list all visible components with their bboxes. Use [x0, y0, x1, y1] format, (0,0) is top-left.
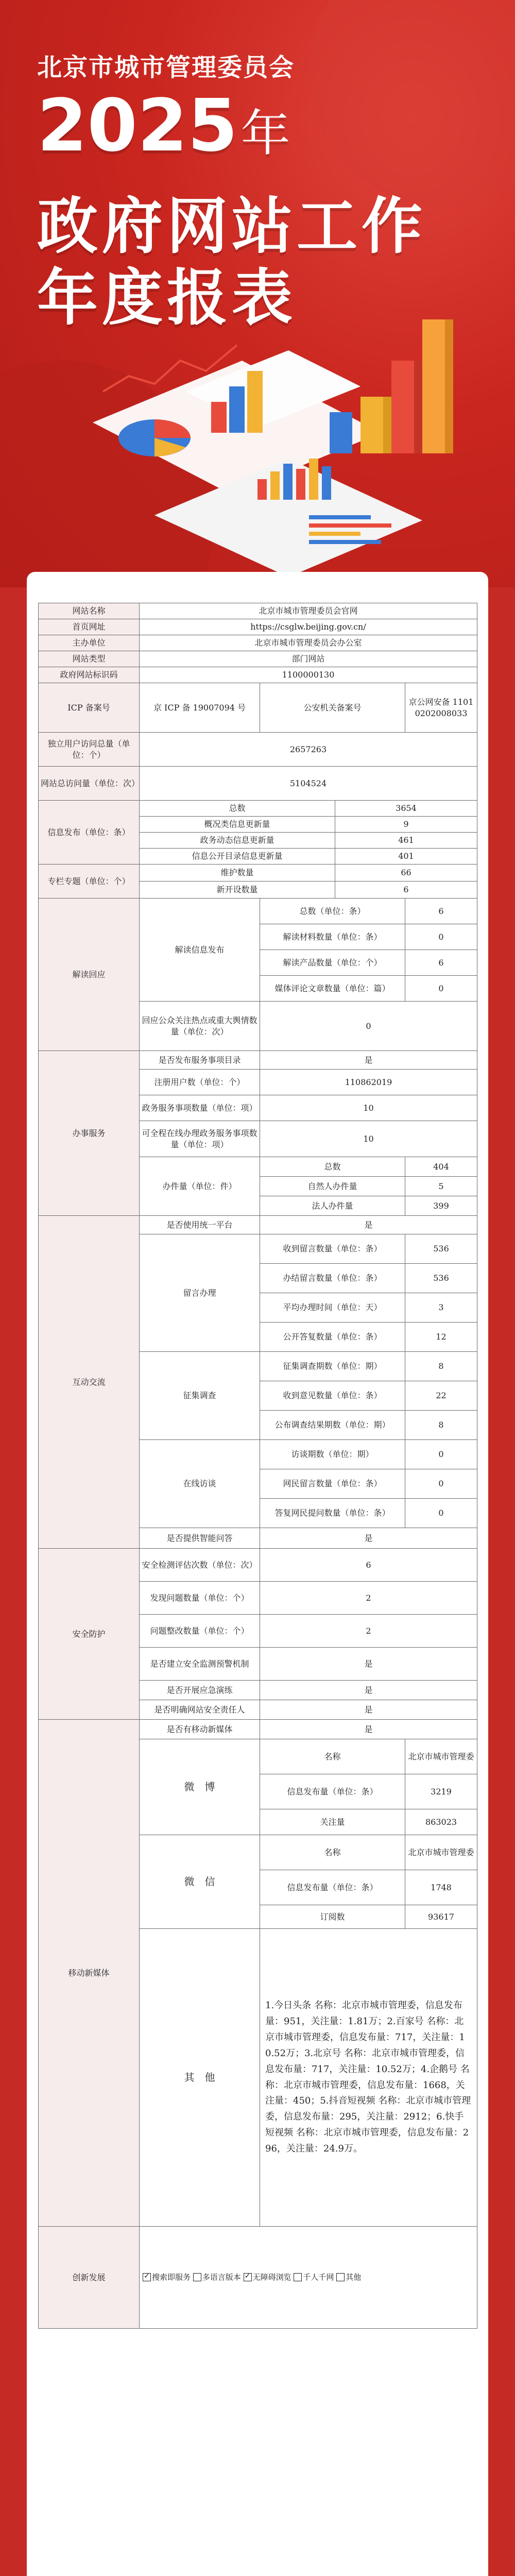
ia-survey-rec-value: 22	[405, 1381, 477, 1411]
sec-owner-label: 是否明确网站安全责任人	[140, 1700, 260, 1720]
info-overview-label: 概况类信息更新量	[140, 817, 335, 833]
interp-resp-value: 0	[260, 1002, 477, 1051]
interp-media-label: 媒体评论文章数量（单位：篇）	[260, 976, 405, 1002]
media-section-label: 移动新媒体	[39, 1720, 140, 2227]
wechat-pub-value: 1748	[405, 1870, 477, 1905]
sec-owner-value: 是	[260, 1700, 477, 1720]
other-media-text: 1.今日头条 名称：北京市城市管理委，信息发布量：951，关注量：1.81万；2.百家号 名称：北京市城市管理委，信息发布量：717，关注量：10.52万；3.北京号 名称：北京市城市管理委，信息发布量：717，关注量：10.52万；4.企鹅号 名称：北京市城市管理委，信息发布量：1668，关注量：450；5.抖音短视频 名称：北京市城市管理委，信息发布量：295，关注量：2912；6.快手短视频 名称：北京市城市管理委，信息发布量：296，关注量：24.9万。	[260, 1929, 477, 2227]
ia-mail-done-label: 办结留言数量（单位：条）	[260, 1264, 405, 1293]
svc-full-label: 可全程在线办理政务服务事项数量（单位：项）	[140, 1121, 260, 1157]
interp-resp-label: 回应公众关注热点或重大舆情数量（单位：次）	[140, 1002, 260, 1051]
police-value: 京公网安备 11010202008033	[405, 683, 477, 733]
ia-survey-pub-value: 8	[405, 1411, 477, 1440]
svc-items-label: 政务服务事项数量（单位：项）	[140, 1095, 260, 1121]
ia-survey-label: 征集调查	[140, 1352, 260, 1440]
info-dynamic-label: 政务动态信息更新量	[140, 833, 335, 849]
home-url-label: 首页网址	[39, 619, 140, 635]
svc-handle-label: 办件量（单位：件）	[140, 1157, 260, 1216]
site-type-value: 部门网站	[140, 651, 477, 667]
weibo-label: 微 博	[140, 1739, 260, 1835]
svc-handle-person-label: 自然人办件量	[260, 1177, 405, 1196]
header-year	[37, 84, 290, 168]
header-org: 北京市城市管理委员会	[37, 53, 295, 82]
table-row	[39, 603, 477, 619]
interp-section-label: 解读回应	[39, 899, 140, 1051]
site-type-label: 网站类型	[39, 651, 140, 667]
title-line-1: 政府网站工作	[37, 191, 427, 262]
interp-total-label: 总数（单位：条）	[260, 899, 405, 924]
site-name-value: 北京市城市管理委员会官网	[140, 603, 477, 619]
option-label: 千人千网	[303, 2273, 334, 2282]
option-label: 无障碍浏览	[252, 2273, 291, 2282]
svc-handle-person-value: 5	[405, 1177, 477, 1196]
site-code-label: 政府网站标识码	[39, 667, 140, 683]
sec-fixed-value: 2	[260, 1615, 477, 1648]
svc-users-label: 注册用户数（单位：个）	[140, 1070, 260, 1095]
icp-value: 京 ICP 备 19007094 号	[140, 683, 260, 733]
table-row	[39, 667, 477, 683]
option-label: 搜索即服务	[152, 2273, 191, 2282]
interp-product-value: 6	[405, 950, 477, 976]
sec-drill-label: 是否开展应急演练	[140, 1681, 260, 1700]
ia-mail-time-label: 平均办理时间（单位：天）	[260, 1293, 405, 1323]
topic-section-label: 专栏专题（单位：个）	[39, 865, 140, 899]
innov-opt-accessible[interactable]	[244, 2273, 291, 2282]
topic-new-value: 6	[335, 882, 477, 899]
wechat-name-value: 北京市城市管理委	[405, 1835, 477, 1870]
md-has-value: 是	[260, 1720, 477, 1739]
checkbox-icon	[244, 2273, 252, 2281]
ia-platform-value: 是	[260, 1216, 477, 1234]
icp-label: ICP 备案号	[39, 683, 140, 733]
wechat-pub-label: 信息发布量（单位：条）	[260, 1870, 405, 1905]
innov-opt-personal[interactable]	[294, 2273, 334, 2282]
ia-mail-label: 留言办理	[140, 1234, 260, 1352]
sec-check-label: 安全检测评估次数（单位：次）	[140, 1549, 260, 1582]
info-catalog-value: 401	[335, 849, 477, 865]
table-row	[39, 801, 477, 817]
topic-new-label: 新开设数量	[140, 882, 335, 899]
option-label: 其他	[346, 2273, 362, 2282]
sec-found-label: 发现问题数量（单位：个）	[140, 1582, 260, 1615]
interp-material-label: 解读材料数量（单位：条）	[260, 924, 405, 950]
topic-maintain-label: 维护数量	[140, 865, 335, 882]
ia-online-a-label: 答复网民提问数量（单位：条）	[260, 1499, 405, 1528]
weibo-fans-label: 关注量	[260, 1809, 405, 1835]
info-total-label: 总数	[140, 801, 335, 817]
innov-section-label: 创新发展	[39, 2227, 140, 2329]
title-line-2: 年度报表	[37, 262, 297, 334]
interp-media-value: 0	[405, 976, 477, 1002]
weibo-pub-label: 信息发布量（单位：条）	[260, 1774, 405, 1809]
table-row	[39, 733, 477, 767]
innov-opt-multilang[interactable]	[193, 2273, 241, 2282]
info-overview-value: 9	[335, 817, 477, 833]
ia-smart-label: 是否提供智能问答	[140, 1528, 260, 1549]
sec-monitor-value: 是	[260, 1648, 477, 1681]
table-row	[39, 2227, 477, 2329]
wechat-label: 微 信	[140, 1835, 260, 1929]
md-has-label: 是否有移动新媒体	[140, 1720, 260, 1739]
innov-opt-search[interactable]	[143, 2273, 191, 2282]
ia-mail-pub-label: 公开答复数量（单位：条）	[260, 1323, 405, 1352]
svc-unified-label: 是否发布服务事项目录	[140, 1051, 260, 1070]
table-row	[39, 899, 477, 924]
svc-handle-total-label: 总数	[260, 1157, 405, 1177]
ia-online-a-value: 0	[405, 1499, 477, 1528]
sec-drill-value: 是	[260, 1681, 477, 1700]
table-row	[39, 619, 477, 635]
year-suffix: 年	[241, 105, 290, 162]
ia-online-n-label: 访谈期数（单位：期）	[260, 1440, 405, 1469]
checkbox-icon	[336, 2273, 345, 2281]
weibo-name-value: 北京市城市管理委	[405, 1739, 477, 1774]
sec-check-value: 6	[260, 1549, 477, 1582]
home-url-link[interactable]: https://csglw.beijing.gov.cn/	[140, 619, 477, 635]
svc-users-value: 110862019	[260, 1070, 477, 1095]
ia-mail-time-value: 3	[405, 1293, 477, 1323]
ia-smart-value: 是	[260, 1528, 477, 1549]
ia-platform-label: 是否使用统一平台	[140, 1216, 260, 1234]
table-row	[39, 1216, 477, 1234]
ia-mail-recv-label: 收到留言数量（单位：条）	[260, 1234, 405, 1264]
ia-survey-n-value: 8	[405, 1352, 477, 1381]
ia-online-n-value: 0	[405, 1440, 477, 1469]
uv-value: 2657263	[140, 733, 477, 767]
table-row	[39, 683, 477, 733]
info-total-value: 3654	[335, 801, 477, 817]
table-row	[39, 651, 477, 667]
svc-items-value: 10	[260, 1095, 477, 1121]
weibo-pub-value: 3219	[405, 1774, 477, 1809]
security-section-label: 安全防护	[39, 1549, 140, 1720]
interp-pub-label: 解读信息发布	[140, 899, 260, 1002]
pv-value: 5104524	[140, 767, 477, 801]
svc-handle-corp-value: 399	[405, 1196, 477, 1216]
ia-survey-pub-label: 公布调查结果期数（单位：期）	[260, 1411, 405, 1440]
sec-monitor-label: 是否建立安全监测预警机制	[140, 1648, 260, 1681]
info-dynamic-value: 461	[335, 833, 477, 849]
svc-handle-corp-label: 法人办件量	[260, 1196, 405, 1216]
table-row	[39, 1051, 477, 1070]
year-number: 2025	[37, 84, 238, 168]
sec-fixed-label: 问题整改数量（单位：个）	[140, 1615, 260, 1648]
host-value: 北京市城市管理委员会办公室	[140, 635, 477, 651]
police-label: 公安机关备案号	[260, 683, 405, 733]
checkbox-icon	[143, 2273, 151, 2281]
info-section-label: 信息发布（单位：条）	[39, 801, 140, 865]
page-title	[37, 191, 426, 334]
wechat-sub-value: 93617	[405, 1905, 477, 1929]
option-label: 多语言版本	[202, 2273, 241, 2282]
uv-label: 独立用户访问总量（单位：个）	[39, 733, 140, 767]
table-row	[39, 1720, 477, 1739]
ia-online-q-label: 网民留言数量（单位：条）	[260, 1469, 405, 1499]
weibo-name-label: 名称	[260, 1739, 405, 1774]
interp-material-value: 0	[405, 924, 477, 950]
ia-online-q-value: 0	[405, 1469, 477, 1499]
table-row	[39, 1549, 477, 1582]
service-section-label: 办事服务	[39, 1051, 140, 1216]
topic-maintain-value: 66	[335, 865, 477, 882]
ia-mail-recv-value: 536	[405, 1234, 477, 1264]
checkbox-icon	[294, 2273, 302, 2281]
sec-found-value: 2	[260, 1582, 477, 1615]
interp-product-label: 解读产品数量（单位：个）	[260, 950, 405, 976]
host-label: 主办单位	[39, 635, 140, 651]
site-code-value: 1100000130	[140, 667, 477, 683]
table-row	[39, 865, 477, 882]
table-row	[39, 635, 477, 651]
info-catalog-label: 信息公开目录信息更新量	[140, 849, 335, 865]
pv-label: 网站总访问量（单位：次）	[39, 767, 140, 801]
svc-handle-total-value: 404	[405, 1157, 477, 1177]
innov-options	[140, 2227, 477, 2329]
interact-section-label: 互动交流	[39, 1216, 140, 1549]
ia-survey-rec-label: 收到意见数量（单位：条）	[260, 1381, 405, 1411]
checkbox-icon	[193, 2273, 201, 2281]
interp-total-value: 6	[405, 899, 477, 924]
ia-mail-done-value: 536	[405, 1264, 477, 1293]
wechat-name-label: 名称	[260, 1835, 405, 1870]
weibo-fans-value: 863023	[405, 1809, 477, 1835]
svc-full-value: 10	[260, 1121, 477, 1157]
site-name-label: 网站名称	[39, 603, 140, 619]
wechat-sub-label: 订阅数	[260, 1905, 405, 1929]
other-media-label: 其 他	[140, 1929, 260, 2227]
ia-online-label: 在线访谈	[140, 1440, 260, 1528]
report-table	[38, 603, 477, 2329]
innov-opt-other[interactable]	[336, 2273, 361, 2282]
hero-banner	[0, 0, 515, 587]
ia-survey-n-label: 征集调查期数（单位：期）	[260, 1352, 405, 1381]
svc-unified-value: 是	[260, 1051, 477, 1070]
ia-mail-pub-value: 12	[405, 1323, 477, 1352]
table-row	[39, 767, 477, 801]
